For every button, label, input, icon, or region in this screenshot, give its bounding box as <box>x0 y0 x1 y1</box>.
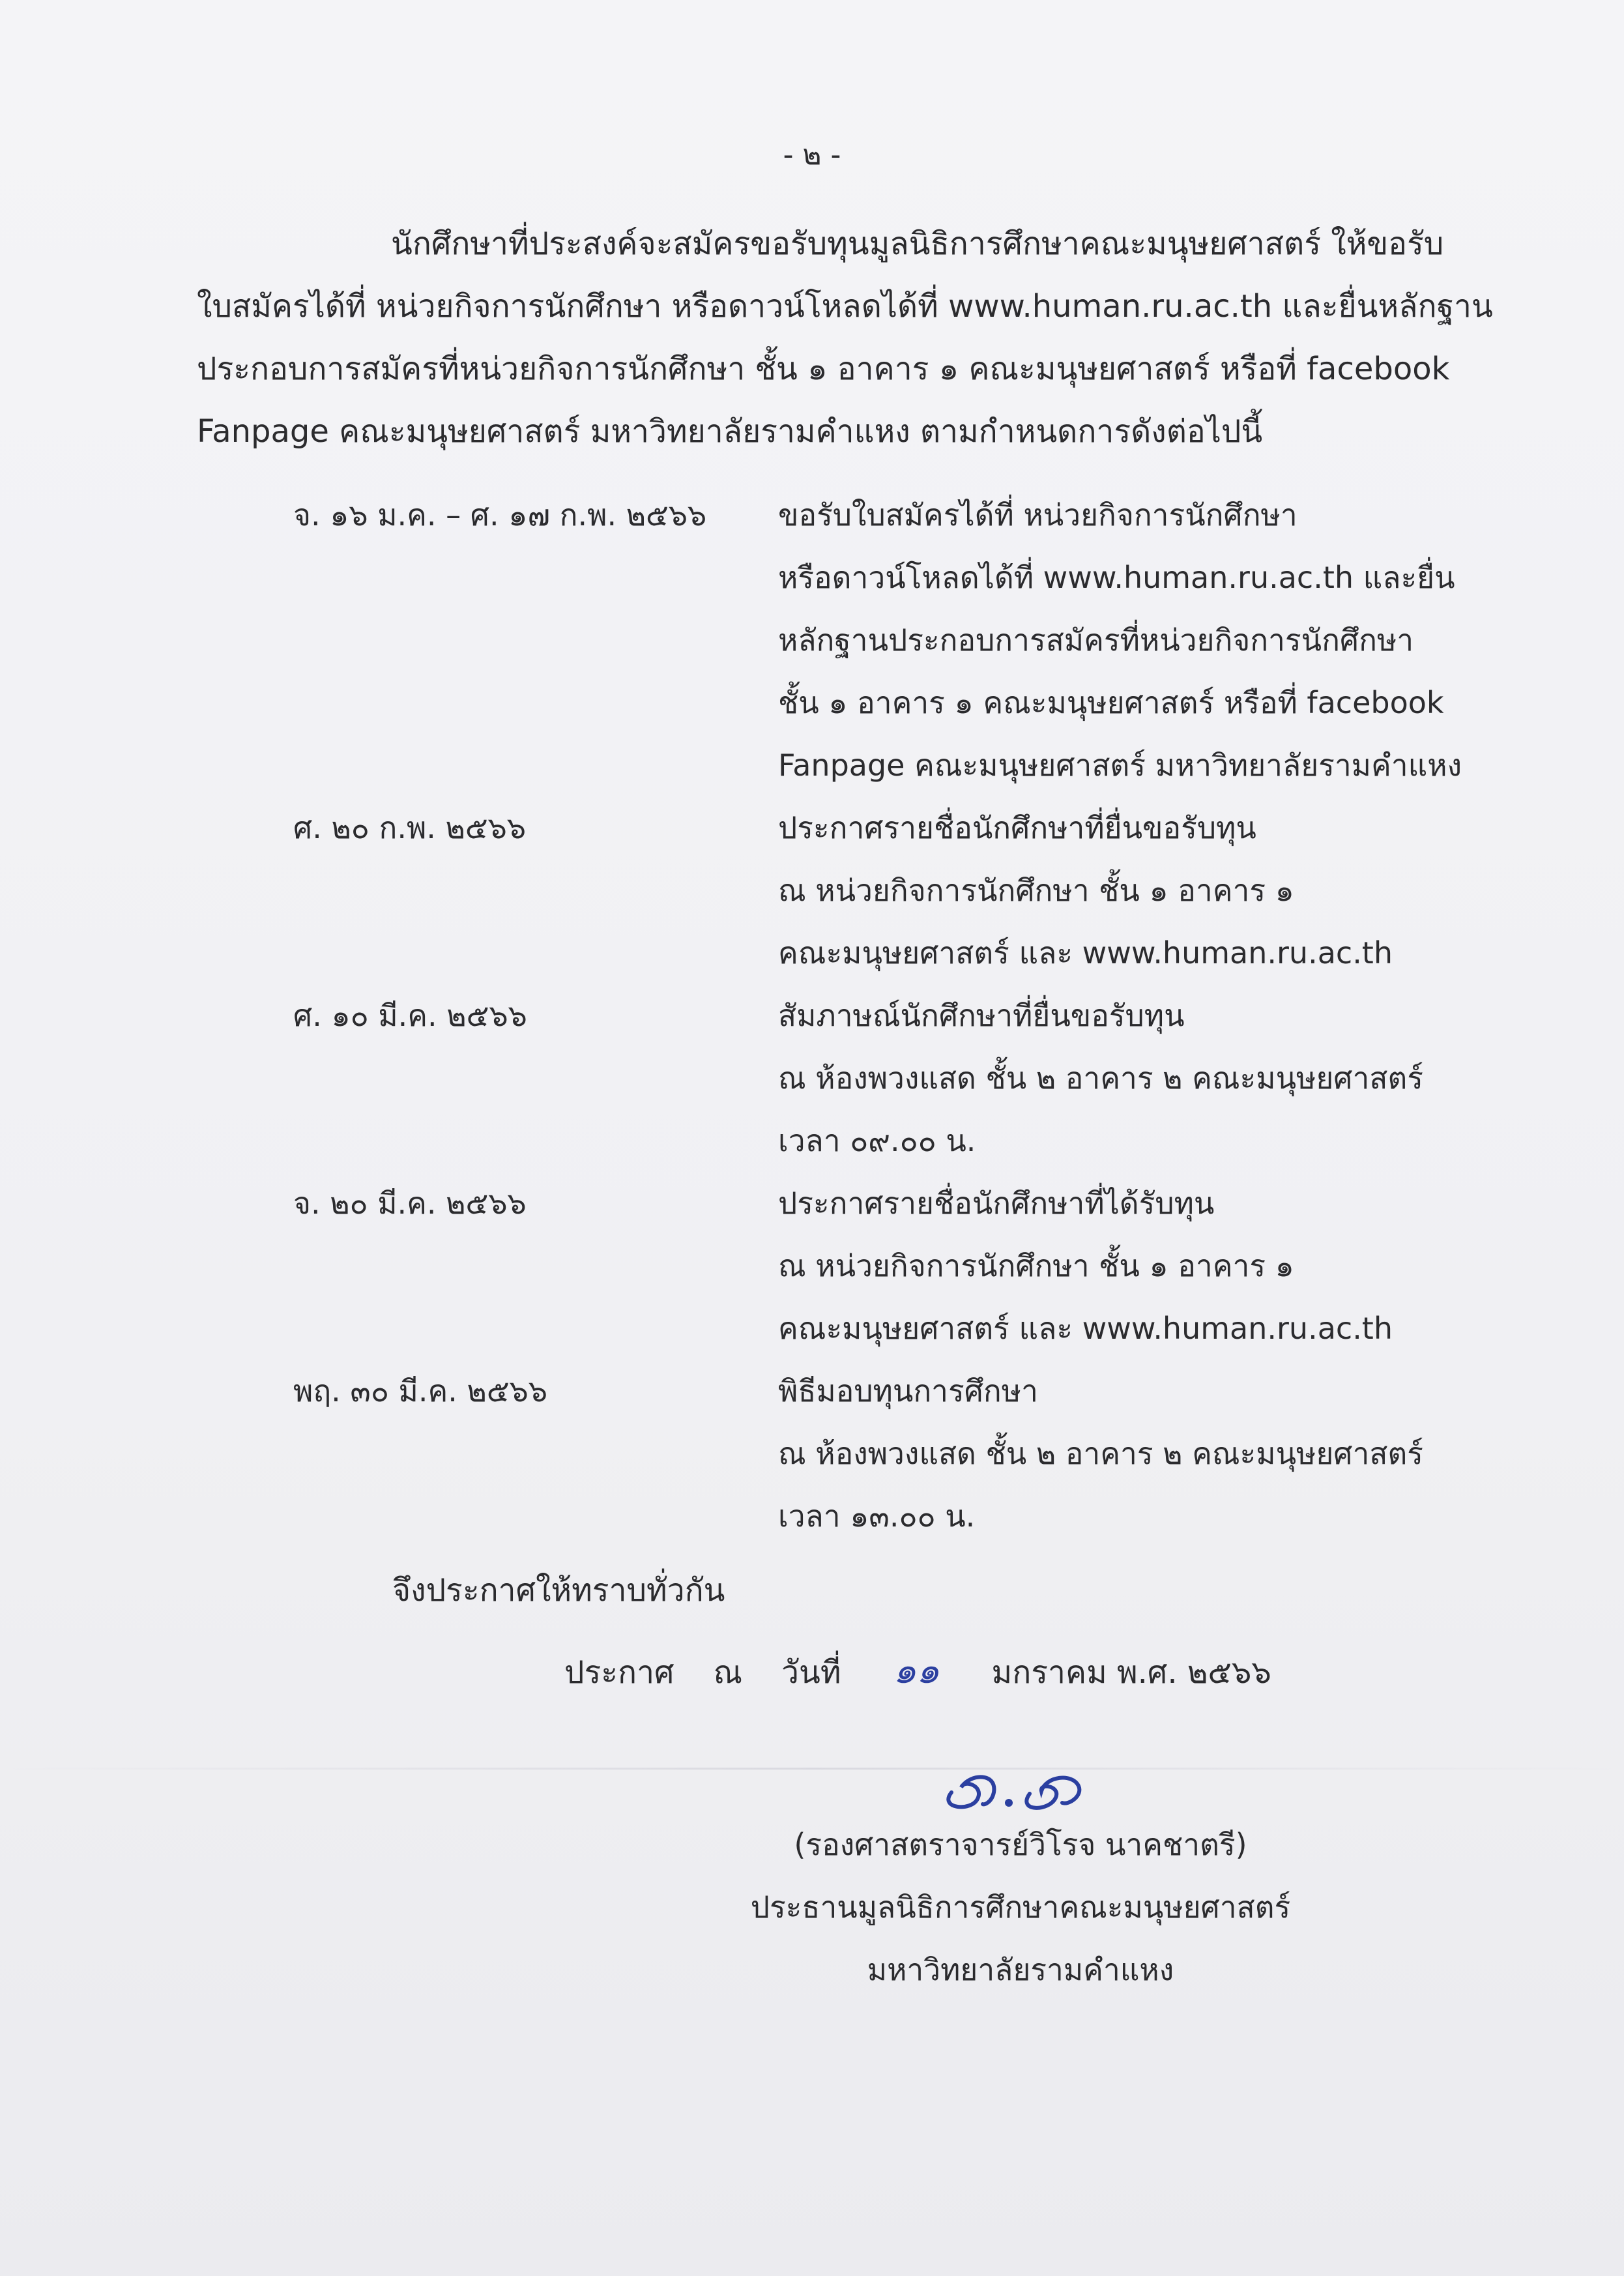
schedule-date: ศ. ๑๐ มี.ค. ๒๕๖๖ <box>293 998 527 1033</box>
schedule-detail-line: ณ หน่วยกิจการนักศึกษา ชั้น ๑ อาคาร ๑ <box>778 873 1294 908</box>
handwritten-day: ๑๑ <box>893 1650 940 1692</box>
date-word: วันที่ <box>781 1654 841 1691</box>
schedule-detail-line: หลักฐานประกอบการสมัครที่หน่วยกิจการนักศึกษา <box>778 622 1414 658</box>
schedule-details <box>778 796 1499 984</box>
schedule-row <box>293 484 1499 796</box>
schedule-details <box>778 984 1499 1172</box>
schedule-detail-line: ณ ห้องพวงแสด ชั้น ๒ อาคาร ๒ คณะมนุษยศาสตร์ <box>778 1436 1423 1471</box>
signature-dot <box>1005 1799 1013 1807</box>
month-year: มกราคม พ.ศ. ๒๕๖๖ <box>991 1654 1271 1691</box>
schedule-detail-line: หรือดาวน์โหลดได้ที่ www.human.ru.ac.th และยื่น <box>778 560 1455 595</box>
intro-line: Fanpage คณะมนุษยศาสตร์ มหาวิทยาลัยรามคำแหง ตามกำหนดการดังต่อไปนี้ <box>197 413 1263 450</box>
intro-paragraph <box>197 212 1494 463</box>
paper-fold-line <box>0 1768 1624 1770</box>
schedule-detail-line: ประกาศรายชื่อนักศึกษาที่ยื่นขอรับทุน <box>778 810 1256 845</box>
announce-word: ประกาศ <box>564 1654 674 1691</box>
schedule-row <box>293 1360 1499 1547</box>
schedule-detail-line: สัมภาษณ์นักศึกษาที่ยื่นขอรับทุน <box>778 998 1185 1033</box>
announcement-date-line <box>564 1640 1271 1704</box>
schedule-details <box>778 1172 1499 1360</box>
signer-name: (รองศาสตราจารย์วิโรจ นาคชาตรี) <box>794 1827 1247 1862</box>
schedule-detail-line: ประกาศรายชื่อนักศึกษาที่ได้รับทุน <box>778 1186 1215 1221</box>
schedule-detail-line: ขอรับใบสมัครได้ที่ หน่วยกิจการนักศึกษา <box>778 497 1298 533</box>
intro-line: ใบสมัครได้ที่ หน่วยกิจการนักศึกษา หรือดาวน์โหลดได้ที่ www.human.ru.ac.th และยื่นหลักฐาน <box>197 288 1493 325</box>
signer-organization: มหาวิทยาลัยรามคำแหง <box>867 1952 1174 1987</box>
schedule-detail-line: พิธีมอบทุนการศึกษา <box>778 1373 1038 1408</box>
page-number: - ๒ - <box>783 138 841 171</box>
closing-statement: จึงประกาศให้ทราบทั่วกัน <box>392 1572 725 1609</box>
schedule-date: พฤ. ๓๐ มี.ค. ๒๕๖๖ <box>293 1373 548 1408</box>
schedule-details <box>778 1360 1499 1547</box>
intro-line: ประกอบการสมัครที่หน่วยกิจการนักศึกษา ชั้น ๑ อาคาร ๑ คณะมนุษยศาสตร์ หรือที่ facebook <box>197 351 1450 387</box>
schedule-row <box>293 1172 1499 1360</box>
schedule-detail-line: Fanpage คณะมนุษยศาสตร์ มหาวิทยาลัยรามคำแหง <box>778 748 1462 783</box>
at-word: ณ <box>713 1654 743 1691</box>
schedule-row <box>293 796 1499 984</box>
schedule-list <box>293 484 1499 1547</box>
schedule-detail-line: เวลา ๐๙.๐๐ น. <box>778 1123 976 1158</box>
schedule-detail-line: เวลา ๑๓.๐๐ น. <box>778 1498 976 1534</box>
signer-position: ประธานมูลนิธิการศึกษาคณะมนุษยศาสตร์ <box>750 1889 1291 1925</box>
schedule-detail-line: ชั้น ๑ อาคาร ๑ คณะมนุษยศาสตร์ หรือที่ facebook <box>778 685 1444 720</box>
schedule-row <box>293 984 1499 1172</box>
schedule-detail-line: คณะมนุษยศาสตร์ และ www.human.ru.ac.th <box>778 1311 1393 1346</box>
schedule-details <box>778 484 1499 796</box>
schedule-date: ศ. ๒๐ ก.พ. ๒๕๖๖ <box>293 810 527 845</box>
schedule-date: จ. ๑๖ ม.ค. – ศ. ๑๗ ก.พ. ๒๕๖๖ <box>293 497 707 533</box>
schedule-detail-line: คณะมนุษยศาสตร์ และ www.human.ru.ac.th <box>778 935 1393 970</box>
signature-stroke <box>1026 1778 1079 1808</box>
schedule-date: จ. ๒๐ มี.ค. ๒๕๖๖ <box>293 1186 527 1221</box>
intro-line: นักศึกษาที่ประสงค์จะสมัครขอรับทุนมูลนิธิการศึกษาคณะมนุษยศาสตร์ ให้ขอรับ <box>391 226 1444 262</box>
handwritten-signature <box>932 1747 1088 1818</box>
schedule-detail-line: ณ หน่วยกิจการนักศึกษา ชั้น ๑ อาคาร ๑ <box>778 1248 1294 1283</box>
schedule-detail-line: ณ ห้องพวงแสด ชั้น ๒ อาคาร ๒ คณะมนุษยศาสตร์ <box>778 1060 1423 1096</box>
signature-stroke <box>948 1777 994 1807</box>
signer-block <box>0 1813 1624 2001</box>
